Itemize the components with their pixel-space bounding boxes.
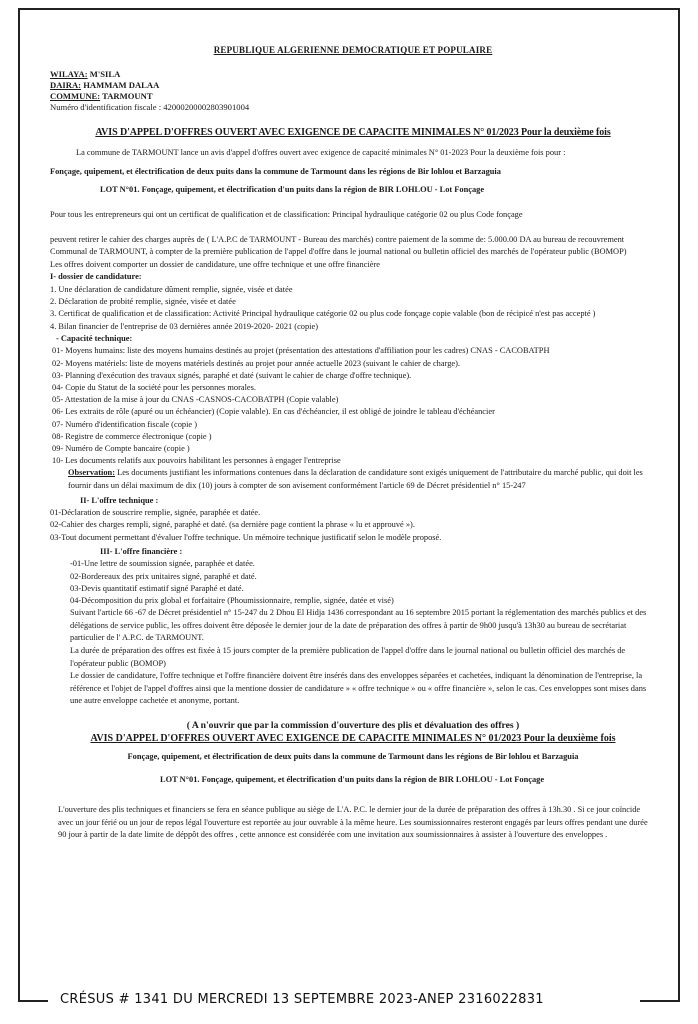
candidature-list xyxy=(50,284,656,333)
list-item: 02- Moyens matériels: liste de moyens matériels destinés au projet pour année actuelle 2023 (suivant le cahier de charge). xyxy=(52,358,460,368)
financiere-list xyxy=(50,558,656,607)
fiscal-id: Numéro d'identification fiscale : 42000200002803901004 xyxy=(50,101,250,112)
list-item: 04- Copie du Statut de la société pour les personnes morales. xyxy=(52,382,256,392)
list-item: 09- Numéro de Compte bancaire (copie ) xyxy=(52,443,190,453)
avis-lot: LOT N°01. Fonçage, quipement, et électrification d'un puits dans la région de BIR LOHLOU - Lot Fonçage xyxy=(100,185,485,195)
publication-footer xyxy=(0,992,698,1020)
avis-object: Fonçage, quipement, et électrification de deux puits dans la commune de Tarmount dans les régions de Bir lohlou et Barzaguia xyxy=(50,166,501,176)
commune-line xyxy=(50,91,656,102)
ouverture-text: L'ouverture des plis techniques et financiers se fera en séance publique au siège de L'A. P.C. le dernier jour de la durée de préparation des offres à 13h.30 . Si ce jour coïncide avec un jour férié ou un jour de repos légal l'ouverture est reportée au jour ouvrable à la même heure. Les soumissionnaires resteront engagés par leurs offres pendant une durée 90 jour à partir de la date limite de déppôt des offres , cette annonce est considérée com une invitation aux soumissionnaires à assister à l'ouverture des enveloppes . xyxy=(58,805,648,840)
financiere-heading: III- L'offre financière : xyxy=(100,546,183,556)
capacite-heading: - Capacité technique: xyxy=(56,333,133,343)
technique-heading: II- L'offre technique : xyxy=(80,495,159,505)
list-item: 06- Les extraits de rôle (apuré ou un échéancier) (Copie valable). En cas d'échéancier, il est obligé de joindre le tableau d'échéancier xyxy=(52,407,495,417)
list-item: 01- Moyens humains: liste des moyens humains destinés au projet (présentation des attestations d'affiliation pour les cadres) CNAS - CACOBATPH xyxy=(52,346,550,356)
candidature-heading: I- dossier de candidature: xyxy=(50,272,142,282)
enveloppes-text: Le dossier de candidature, l'offre technique et l'offre financière doivent être insérés dans des enveloppes séparées et cachetées, indiquant la dénomination de l'entreprise, la référence et l'objet de l'appel d'offres ainsi que la mentione dossier de candidature » « offre technique » ou « offre financière », selon le cas. Ces enveloppes sont mises dans une autre enveloppe cachetée et anonyme, portant. xyxy=(70,671,647,706)
list-item: 02-Cahier des charges rempli, signé, paraphé et daté. (sa dernière page contient la phrase « lu et approuvé »). xyxy=(50,520,415,530)
publication-reference: CRÉSUS # 1341 DU MERCREDI 13 SEPTEMBRE 2023-ANEP 2316022831 xyxy=(60,992,544,1007)
technique-list xyxy=(50,507,656,544)
list-item: 04-Décomposition du prix global et forfaitaire (Phoumissionnaire, remplie, signée, datée et visé) xyxy=(70,595,394,605)
footer-rule-left xyxy=(18,1000,48,1002)
list-item: -01-Une lettre de soumission signée, paraphée et datée. xyxy=(70,559,255,569)
observation-text: Les documents justifiant les informations contenues dans la déclaration de candidature sont exigés uniquement de l'attributaire du marché public, qui doit les fournir dans un délai maximum de dix (10) jours à compter de son avisement conformément l'article 69 de Décret présidentiel n° 15-247 xyxy=(68,468,643,490)
list-item: 03-Tout document permettant d'évaluer l'offre technique. Un mémoire technique justificatif selon le modèle proposé. xyxy=(50,532,442,542)
list-item: 07- Numéro d'identification fiscale (copie ) xyxy=(52,419,197,429)
list-item: 02-Bordereaux des prix unitaires signé, paraphé et daté. xyxy=(70,571,257,581)
dossiers-text: Les offres doivent comporter un dossier de candidature, une offre technique et une offre financière xyxy=(50,259,380,269)
avis-title-repeat: AVIS D'APPEL D'OFFRES OUVERT AVEC EXIGENCE DE CAPACITE MINIMALES N° 01/2023 Pour la deuxième fois xyxy=(90,732,616,744)
depot-text: Suivant l'article 66 -67 de Décret présidentiel n° 15-247 du 2 Dhou El Hidja 1436 correspondant au 16 septembre 2015 portant la réglementation des marchés publics et des délégations de service public, les offres doivent être déposée le dernier jour de la date de préparation des offres à partir de 9h00 jusqu'à 13h30 au bureau de secrétariat particulier de l' A.P.C. de TARMOUNT. xyxy=(70,608,647,643)
duree-text: La durée de préparation des offres est fixée à 15 jours compter de la première publication de l'appel d'offre dans le journal national ou bulletin officiel des marchés de l'opérateur public (BOMOP) xyxy=(70,645,626,668)
closing-lot: LOT N°01. Fonçage, quipement, et électrification d'un puits dans la région de BIR LOHLOU - Lot Fonçage xyxy=(160,774,545,784)
list-item: 03- Planning d'exécution des travaux signés, paraphé et daté (suivant le cahier de charge d'offre technique). xyxy=(52,370,412,380)
wilaya-value: M'SILA xyxy=(89,68,121,79)
footer-corner-left xyxy=(18,990,20,1000)
avis-title: AVIS D'APPEL D'OFFRES OUVERT AVEC EXIGENCE DE CAPACITE MINIMALES N° 01/2023 Pour la deuxième fois xyxy=(95,126,611,138)
footer-corner-right xyxy=(678,990,680,1000)
list-item: 4. Bilan financier de l'entreprise de 03 dernières année 2019-2020- 2021 (copie) xyxy=(50,321,319,331)
footer-rule-right xyxy=(640,1000,680,1002)
closing-object: Fonçage, quipement, et électrification de deux puits dans la commune de Tarmount dans les régions de Bir lohlou et Barzaguia xyxy=(127,752,579,762)
list-item: 05- Attestation de la mise à jour du CNAS -CASNOS-CACOBATPH (Copie valable) xyxy=(52,395,339,405)
wilaya-label: WILAYA: xyxy=(50,68,88,79)
capacite-list xyxy=(50,345,656,467)
list-item: 3. Certificat de qualification et de classification: Activité Principal hydraulique catégorie 02 ou plus code fonçage copie valable (bon de récipicé n'est pas accepté ) xyxy=(50,309,596,319)
wilaya-line xyxy=(50,69,656,80)
list-item: 03-Devis quantitatif estimatif signé Paraphé et daté. xyxy=(70,583,244,593)
list-item: 2. Déclaration de probité remplie, signée, visée et datée xyxy=(50,297,236,307)
observation-label: Observation: xyxy=(68,468,115,478)
list-item: 10- Les documents relatifs aux pouvoirs habilitant les personnes à engager l'entreprise xyxy=(52,456,341,466)
list-item: 01-Déclaration de souscrire remplie, signée, paraphée et datée. xyxy=(50,508,261,518)
list-item: 08- Registre de commerce électronique (copie ) xyxy=(52,431,212,441)
ouverture-note: ( A n'ouvrir que par la commission d'ouverture des plis et dévaluation des offres ) xyxy=(186,719,520,731)
daira-value: HAMMAM DALAA xyxy=(83,79,160,90)
list-item: 1. Une déclaration de candidature dûment remplie, signée, visée et datée xyxy=(50,284,293,294)
observation xyxy=(50,467,656,492)
commune-label: COMMUNE: xyxy=(50,90,101,101)
notice-sheet xyxy=(18,8,680,990)
daira-line xyxy=(50,80,656,91)
republic-title: REPUBLIQUE ALGERIENNE DEMOCRATIQUE ET POPULAIRE xyxy=(213,45,493,55)
avis-intro: La commune de TARMOUNT lance un avis d'appel d'offres ouvert avec exigence de capacité minimales N° 01-2023 Pour la deuxième fois pour : xyxy=(76,148,566,158)
retrait-text: peuvent retirer le cahier des charges auprès de ( L'A.P.C de TARMOUNT - Bureau des marchés) contre paiement de la somme de: 5.000.00 DA au bureau de recouvrement Communal de TARMOUNT, à compter de la première publication de l'appel d'offre dans le journal national ou bulletin officiel des marchés de l'opérateur public (BOMOP) xyxy=(50,234,627,257)
qualification-text: Pour tous les entrepreneurs qui ont un certificat de qualification et de classification: Principal hydraulique catégorie 02 ou plus Code fonçage xyxy=(50,209,523,219)
daira-label: DAIRA: xyxy=(50,79,82,90)
commune-value: TARMOUNT xyxy=(102,90,153,101)
